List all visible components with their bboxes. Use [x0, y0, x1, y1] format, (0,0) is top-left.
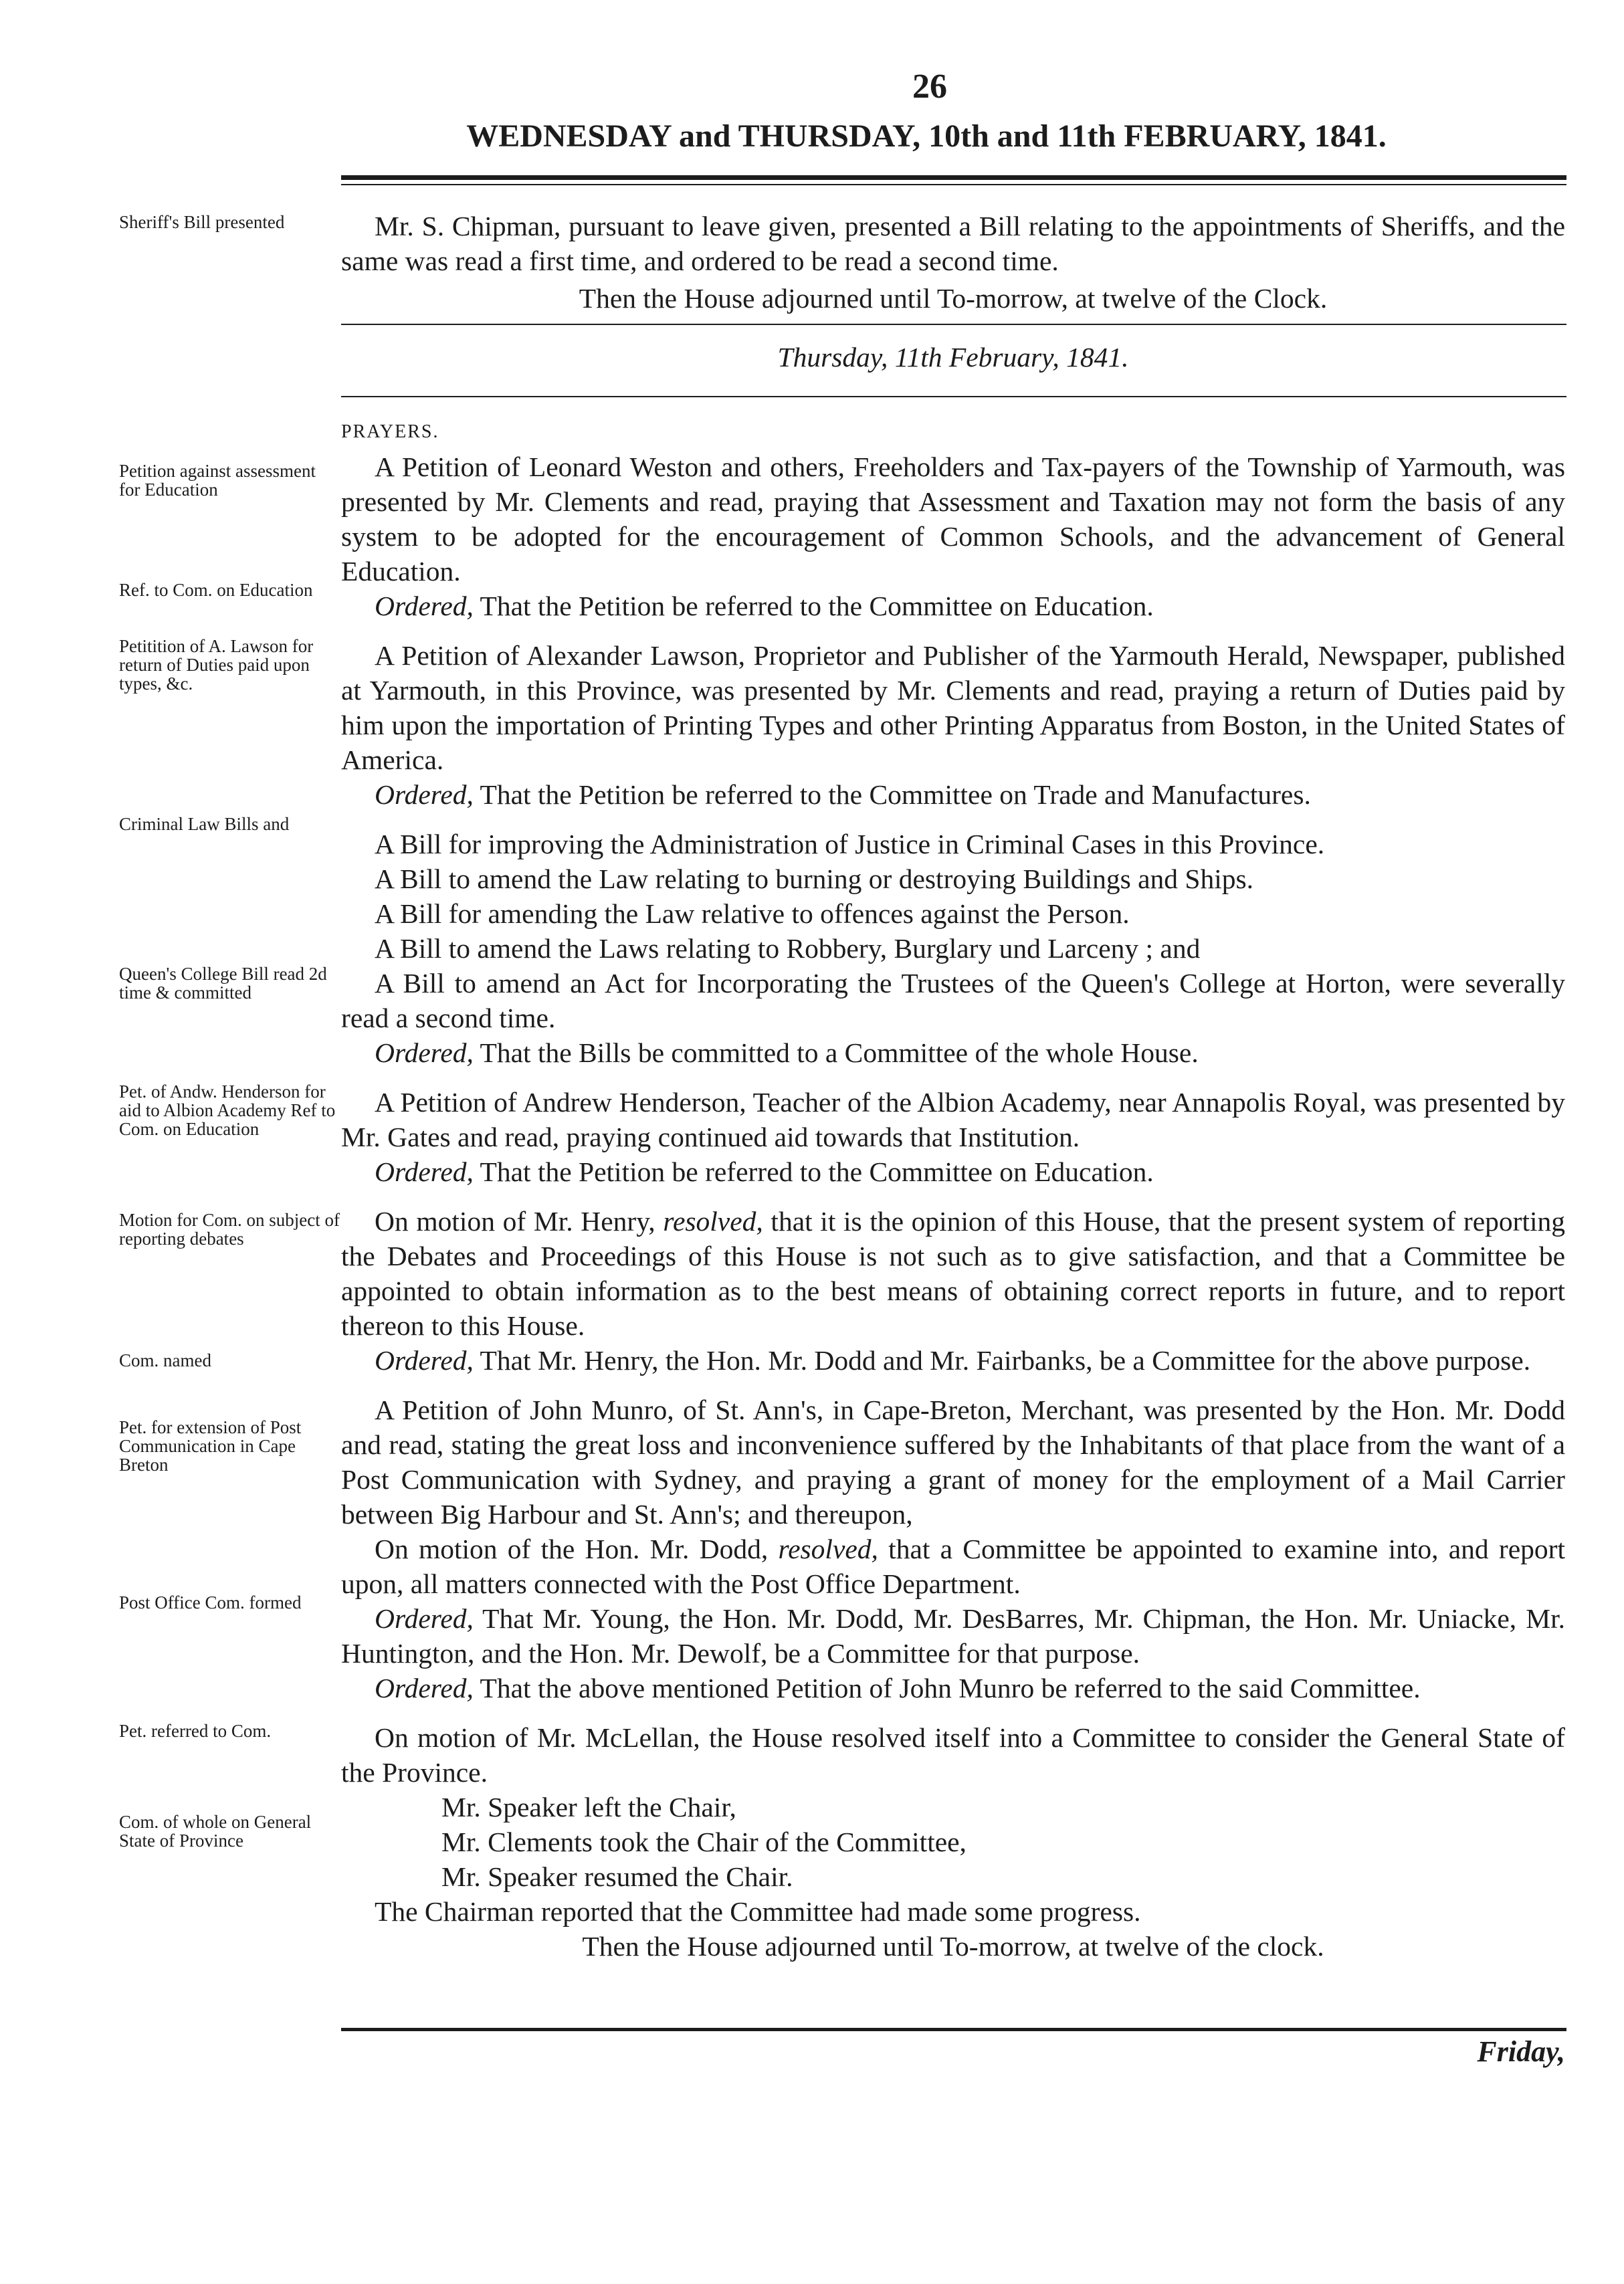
post-office-order: [341, 1601, 1565, 1671]
mclellan-motion-paragraph: On motion of Mr. McLellan, the House resolved itself into a Committee to consider the General State of the Province.: [341, 1722, 1565, 1788]
speaker-left-line: Mr. Speaker left the Chair,: [441, 1792, 736, 1823]
running-title: WEDNESDAY and THURSDAY, 10th and 11th FEBRUARY, 1841.: [466, 118, 1387, 154]
ordered-label: Ordered,: [375, 591, 474, 621]
weston-order-text: That the Petition be referred to the Committee on Education.: [473, 591, 1154, 621]
catchword: Friday,: [1477, 2035, 1565, 2068]
munro-order: [341, 1671, 1565, 1705]
margin-note-petition-assessment: Petition against assessment for Education: [119, 461, 316, 500]
section-rule-1: [341, 324, 1566, 325]
proceedings-block: [341, 449, 1565, 1964]
final-adjournment-line: Then the House adjourned until To-morrow, at twelve of the clock.: [582, 1931, 1324, 1962]
henry-motion-paragraph: [341, 1204, 1565, 1343]
ordered-label: Ordered,: [375, 1345, 474, 1376]
criminal-bill-2: A Bill to amend the Law relating to burning or destroying Buildings and Ships.: [375, 863, 1254, 894]
margin-note-criminal-law-bills: Criminal Law Bills and: [119, 814, 290, 834]
ordered-label: Ordered,: [375, 1037, 474, 1068]
lawson-petition-paragraph: A Petition of Alexander Lawson, Proprietor and Publisher of the Yarmouth Herald, Newspaper, published at Yarmouth, in this Province, was presented by Mr. Clements and read, praying a return of Duties paid by him upon the importation of Printing Types and other Printing Apparatus from Boston, in the United States of America.: [341, 640, 1565, 775]
prayers-heading: PRAYERS.: [341, 421, 439, 442]
margin-note-lawson-petition: Petitition of A. Lawson for return of Duties paid upon types, &c.: [119, 636, 314, 694]
dodd-motion-prefix: On motion of the Hon. Mr. Dodd,: [375, 1534, 779, 1564]
dodd-motion-text: that a Committee be appointed to examine into, and report upon, all matters connected with the Post Office Department.: [341, 1534, 1565, 1599]
henderson-order: [341, 1154, 1565, 1189]
criminal-bill-3: A Bill for amending the Law relative to offences against the Person.: [375, 898, 1130, 929]
henderson-petition-paragraph: A Petition of Andrew Henderson, Teacher of the Albion Academy, near Annapolis Royal, was presented by Mr. Gates and read, praying continued aid towards that Institution.: [341, 1087, 1565, 1152]
margin-note-queens-college: Queen's College Bill read 2d time & committed: [119, 964, 327, 1003]
resolved-label: resolved,: [663, 1206, 763, 1237]
ordered-label: Ordered,: [375, 779, 474, 810]
munro-petition-paragraph: A Petition of John Munro, of St. Ann's, in Cape-Breton, Merchant, was presented by the Hon. Mr. Dodd and read, stating the great loss and inconvenience suffered by the Inhabitants of that place from the want of a Post Communication with Sydney, and praying a grant of money for the employment of a Mail Carrier between Big Harbour and St. Ann's; and thereupon,: [341, 1394, 1565, 1530]
lawson-order: [341, 777, 1565, 812]
footer-rule-thick: [341, 2028, 1566, 2031]
weston-petition-paragraph: A Petition of Leonard Weston and others, Freeholders and Tax-payers of the Township of Yarmouth, was presented by Mr. Clements and read, praying that Assessment and Taxation may not form the basis of any system to be adopted for the encouragement of Common Schools, and the advancement of General Education.: [341, 451, 1565, 587]
clements-chair-line: Mr. Clements took the Chair of the Committee,: [441, 1827, 967, 1857]
margin-note-post-communication: Pet. for extension of Post Communication in Cape Breton: [119, 1417, 302, 1475]
margin-note-ref-education: Ref. to Com. on Education: [119, 580, 313, 600]
henry-motion-text: that it is the opinion of this House, that the present system of reporting the Debates and Proceedings of this House is not such as to give satisfaction, and that a Committee be appointed to obtain information as to the best means of obtaining correct reports in future, and to report thereon to this House.: [341, 1206, 1566, 1341]
resolved-label: resolved,: [778, 1534, 878, 1564]
sheriff-bill-paragraph: Mr. S. Chipman, pursuant to leave given, presented a Bill relating to the appointments of Sheriffs, and the same was read a first time, and ordered to be read a second time.: [341, 211, 1565, 276]
criminal-bill-4: A Bill to amend the Laws relating to Robbery, Burglary und Larceny ; and: [375, 933, 1201, 964]
date-line: [341, 340, 1565, 375]
margin-note-committee-whole: Com. of whole on General State of Province: [119, 1812, 312, 1851]
munro-order-text: That the above mentioned Petition of John Munro be referred to the said Committee.: [473, 1673, 1421, 1703]
dodd-motion-paragraph: [341, 1532, 1565, 1601]
margin-note-henderson-petition: Pet. of Andw. Henderson for aid to Albion Academy Ref to Com. on Education: [119, 1081, 336, 1139]
henry-order-text: That Mr. Henry, the Hon. Mr. Dodd and Mr. Fairbanks, be a Committee for the above purpose.: [473, 1345, 1531, 1376]
speaker-resumed-line: Mr. Speaker resumed the Chair.: [441, 1861, 793, 1892]
ordered-label: Ordered,: [375, 1156, 474, 1187]
header-rule-thick: [341, 175, 1566, 180]
henry-order: [341, 1343, 1565, 1378]
ordered-label: Ordered,: [375, 1603, 474, 1634]
margin-note-pet-referred: Pet. referred to Com.: [119, 1721, 272, 1741]
bills-order-text: That the Bills be committed to a Committee of the whole House.: [473, 1037, 1199, 1068]
margin-note-sheriffs-bill: Sheriff's Bill presented: [119, 212, 285, 232]
criminal-bill-1: A Bill for improving the Administration of Justice in Criminal Cases in this Province.: [375, 829, 1325, 859]
bills-order: [341, 1035, 1565, 1070]
page-number: 26: [912, 68, 947, 106]
date-line-text: Thursday, 11th February, 1841.: [777, 342, 1129, 373]
section-rule-2: [341, 396, 1566, 397]
sheriff-bill-block: [341, 209, 1565, 316]
weston-order: [341, 589, 1565, 623]
henry-motion-prefix: On motion of Mr. Henry,: [375, 1206, 664, 1237]
header-rule-thin: [341, 184, 1566, 185]
margin-note-com-named: Com. named: [119, 1350, 211, 1370]
ordered-label: Ordered,: [375, 1673, 474, 1703]
post-office-order-text: That Mr. Young, the Hon. Mr. Dodd, Mr. DesBarres, Mr. Chipman, the Hon. Mr. Uniacke, Mr. Huntington, and the Hon. Mr. Dewolf, be a Committee for that purpose.: [341, 1603, 1565, 1669]
adjournment-line: Then the House adjourned until To-morrow, at twelve of the Clock.: [579, 283, 1328, 314]
lawson-order-text: That the Petition be referred to the Committee on Trade and Manufactures.: [473, 779, 1311, 810]
henderson-order-text: That the Petition be referred to the Committee on Education.: [473, 1156, 1154, 1187]
margin-note-post-office-com: Post Office Com. formed: [119, 1592, 302, 1613]
chairman-report-line: The Chairman reported that the Committee had made some progress.: [375, 1896, 1141, 1927]
margin-note-reporting-debates: Motion for Com. on subject of reporting debates: [119, 1210, 340, 1249]
queens-college-bill: A Bill to amend an Act for Incorporating the Trustees of the Queen's College at Horton, were severally read a second time.: [341, 968, 1565, 1033]
